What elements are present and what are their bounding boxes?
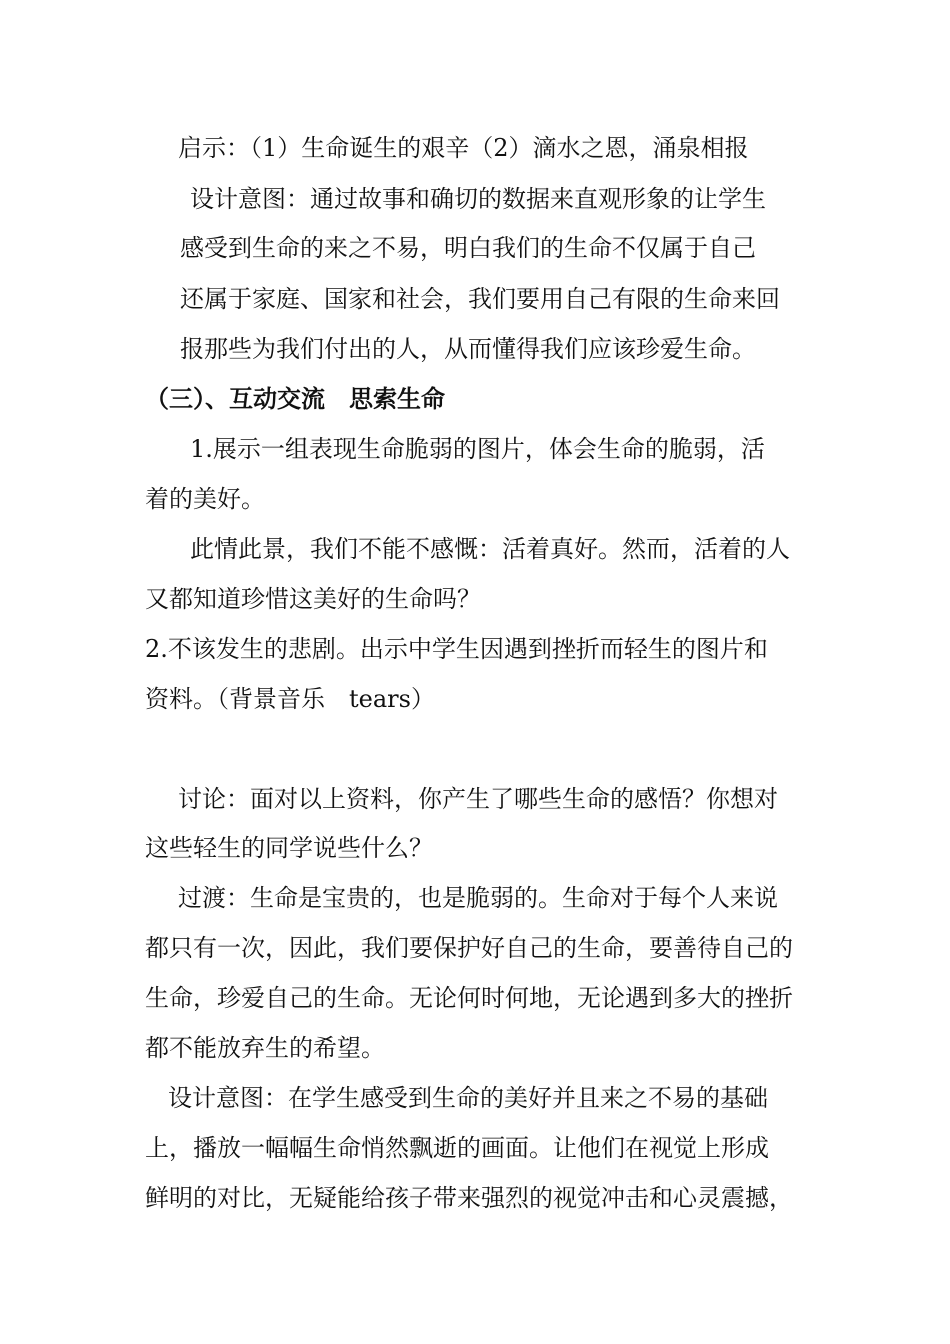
text-line-discussion: 讨论：面对以上资料，你产生了哪些生命的感悟？你想对	[178, 785, 778, 813]
text-line: 都不能放弃生的希望。	[145, 1034, 385, 1062]
text-line: 资料。（背景音乐 tears）	[145, 685, 435, 713]
text-line: 2.不该发生的悲剧。出示中学生因遇到挫折而轻生的图片和	[145, 635, 768, 663]
text-line-revelation: 启示：（1）生命诞生的艰辛（2）滴水之恩，涌泉相报	[178, 134, 749, 162]
text-line: 生命，珍爱自己的生命。无论何时何地，无论遇到多大的挫折	[145, 984, 793, 1012]
text-line-transition: 过渡：生命是宝贵的，也是脆弱的。生命对于每个人来说	[178, 884, 778, 912]
text-line-design-intent-2: 设计意图：在学生感受到生命的美好并且来之不易的基础	[168, 1084, 768, 1112]
text-line: 还属于家庭、国家和社会，我们要用自己有限的生命来回	[180, 285, 780, 313]
text-line-design-intent-1: 设计意图：通过故事和确切的数据来直观形象的让学生	[190, 185, 766, 213]
text-line: 感受到生命的来之不易，明白我们的生命不仅属于自己	[180, 234, 756, 262]
section-heading: （三）、互动交流 思索生命	[145, 385, 445, 413]
text-line: 此情此景，我们不能不感慨：活着真好。然而，活着的人	[190, 535, 790, 563]
text-line: 报那些为我们付出的人，从而懂得我们应该珍爱生命。	[180, 335, 756, 363]
text-line: 又都知道珍惜这美好的生命吗？	[145, 585, 481, 613]
text-line: 鲜明的对比，无疑能给孩子带来强烈的视觉冲击和心灵震撼，	[145, 1184, 793, 1212]
text-line: 1.展示一组表现生命脆弱的图片，体会生命的脆弱，活	[190, 435, 765, 463]
text-line: 这些轻生的同学说些什么？	[145, 834, 433, 862]
text-line: 都只有一次，因此，我们要保护好自己的生命，要善待自己的	[145, 934, 793, 962]
text-line: 上，播放一幅幅生命悄然飘逝的画面。让他们在视觉上形成	[145, 1134, 769, 1162]
text-line: 着的美好。	[145, 485, 265, 513]
